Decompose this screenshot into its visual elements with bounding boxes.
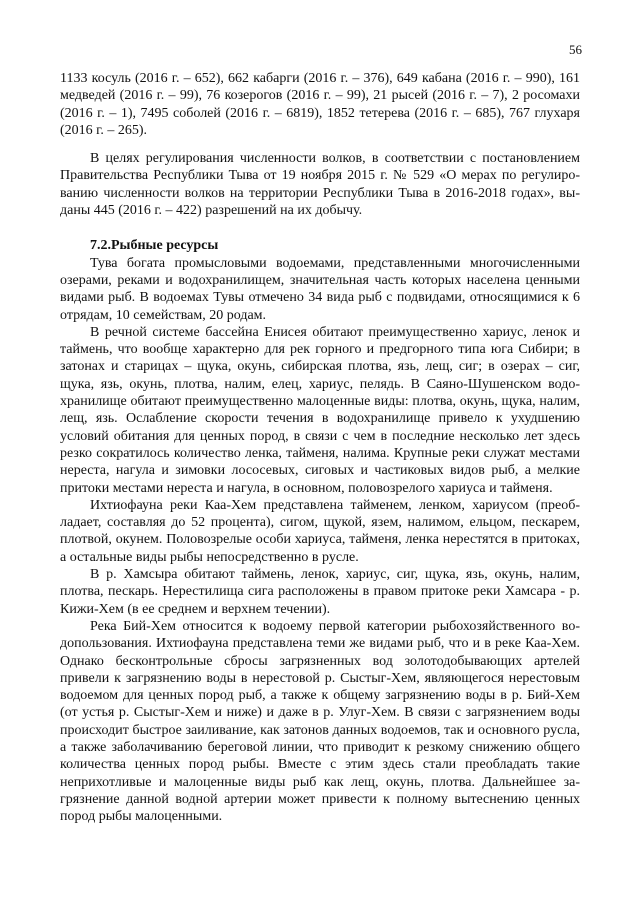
paragraph-yenisei-basin: В речной системе бассейна Енисея обитают преимущественно хариус, ленок и таймень, что вообще характерно для рек горного и предгорного типа юга Сибири; в затонах и старицах – щука, окунь, сибирская плотва, язь, лещ, сиг; в озерах – сиг, щука, язь, окунь, плотва, налим, елец, хариус, пелядь. В Саяно-Шушенском водохранилище обитают преимущественно малоценные виды: плотва, окунь, щука, налим, лещ, язь. Ослабление скорости течения в водохранилище привело к ухудшению условий обитания для ценных пород, в связи с чем в последние несколько лет здесь резко сократилось количество ленка, тайменя, налима. Крупные реки служат местами нереста, нагула и зимовки лососевых, сиговых и частиковых видов рыб, а мелкие притоки местами нереста и нагула, в основном, половозрелого хариуса и тайменя. bbox=[60, 324, 580, 496]
page-body bbox=[60, 70, 580, 825]
paragraph-kaa-khem: Ихтиофауна реки Каа-Хем представлена тайменем, ленком, хариусом (преобладает, составляя до 52 процента), сигом, щукой, язем, налимом, ельцом, пескарем, плотвой, окунем. Половозрелые особи хариуса, тайменя, ленка нерестятся в притоках, а остальные виды рыбы непосредственно в русле. bbox=[60, 497, 580, 565]
paragraph-game-counts: 1133 косуль (2016 г. – 652), 662 кабарги (2016 г. – 376), 649 кабана (2016 г. – 990), 161 медведей (2016 г. – 99), 76 козерогов (2016 г. – 99), 21 рысей (2016 г. – 7), 2 росомахи (2016 г. – 1), 7495 соболей (2016 г. – 6819), 1852 тетерева (2016 г. – 685), 767 глухаря (2016 г. – 265). bbox=[60, 71, 580, 138]
paragraph-biy-khem: Река Бий-Хем относится к водоему первой категории рыбохозяйственного водопользования. Ихтиофауна представлена теми же видами рыб, что и в реке Каа-Хем. Однако бесконтрольные сбросы загрязненных вод золотодобывающих артелей привели к загрязнению воды в нерестовой р. Сыстыг-Хем, являющегося нерестовым водоемом для ценных пород рыб, а также к общему загрязнению воды в р. Бий-Хем (от устья р. Сыстыг-Хем и ниже) и даже в р. Улуг-Хем. В связи с загрязнением воды происходит быстрое заиливание, как затонов данных водоемов, так и основного русла, а также заболачиванию береговой линии, что приводит к резкому снижению общего количества ценных пород рыбы. Вместе с этим здесь стали преобладать такие неприхотливые и малоценные виды рыб как лещ, окунь, плотва. Дальнейшее загрязнение данной водной артерии может привести к полному вытеснению ценных пород рыбы малоценными. bbox=[60, 618, 580, 825]
section-heading-fish-resources: 7.2.Рыбные ресурсы bbox=[90, 238, 219, 254]
page-number: 56 bbox=[569, 42, 582, 57]
paragraph-wolf-regulation: В целях регулирования численности волков, в соответствии с постановлением Правительства Республики Тыва от 19 ноября 2015 г. № 529 «О мерах по регулированию численности волков на территории Республики Тыва в 2016-2018 годах», выданы 445 (2016 г. – 422) разрешений на их добычу. bbox=[60, 151, 580, 219]
paragraph-tuva-waters: Тува богата промысловыми водоемами, представленными многочисленными озерами, реками и водохранилищем, значительная часть которых населена ценными видами рыб. В водоемах Тувы отмечено 34 вида рыб с подвидами, относящимися к 6 отрядам, 10 семействам, 20 родам. bbox=[60, 255, 580, 323]
paragraph-khamsyra: В р. Хамсыра обитают таймень, ленок, хариус, сиг, щука, язь, окунь, налим, плотва, пескарь. Нерестилища сига расположены в правом притоке реки Хамсара - р. Кижи-Хем (в ее среднем и верхнем течении). bbox=[60, 567, 580, 617]
